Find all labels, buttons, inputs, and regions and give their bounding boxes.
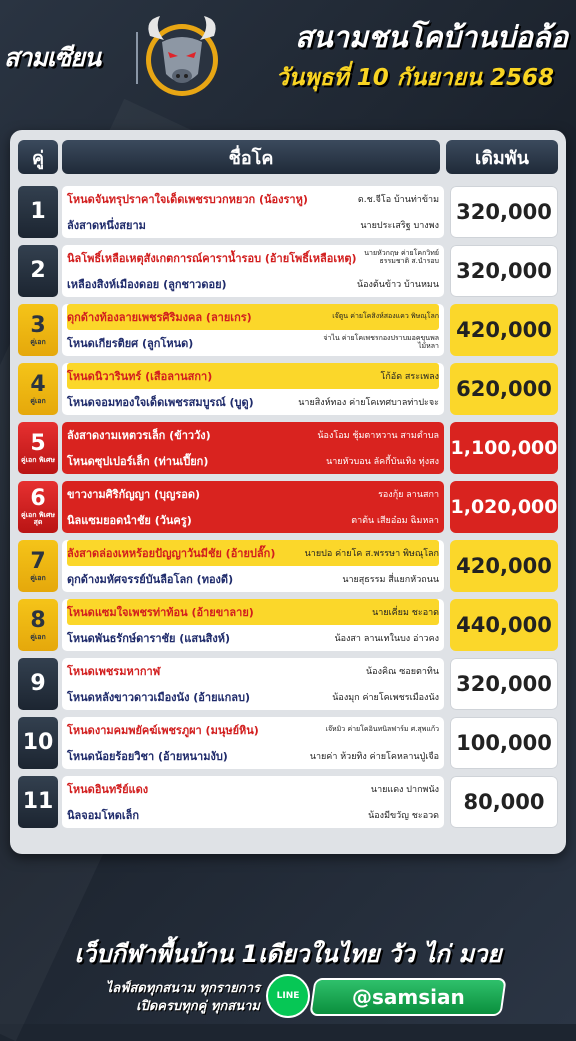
bull-a	[67, 717, 439, 743]
bull-b-name: โหนดจอมทองใจเด็ดเพชรสมบูรณ์ (บูดู)	[67, 396, 254, 409]
brand-divider	[136, 32, 138, 84]
match-names	[62, 717, 444, 769]
line-app-icon[interactable]: LINE	[266, 974, 310, 1018]
match-row	[18, 363, 558, 415]
bull-b-name: โหนดเกียรติยศ (ลูกโหนด)	[67, 337, 194, 350]
bet-amount: 100,000	[450, 717, 558, 769]
match-number-value: 5	[30, 430, 46, 456]
bull-b	[67, 566, 439, 592]
bull-b-name: ลังสาดหนึ่งสยาม	[67, 219, 146, 232]
bull-b-name: โหนดซุปเปอร์เล็ก (ท่านเปี๊ยก)	[67, 455, 209, 468]
bull-b-name: โหนดหลังขาวดาวเมืองนัง (อ้ายแกลบ)	[67, 691, 251, 704]
match-number-value: 6	[30, 486, 46, 511]
bull-b	[67, 389, 439, 415]
bull-a-name: โหนดงามคมพยัคฆ์เพชรภูผา (มนุษย์หิน)	[67, 724, 259, 737]
line-handle-text: @samsian	[351, 985, 465, 1009]
bull-b	[67, 625, 439, 651]
match-number	[18, 422, 58, 474]
brand-text: สามเซียน	[4, 43, 101, 72]
bull-a-owner: ด.ช.จีโอ บ้านท่าข้าม	[357, 195, 439, 205]
match-names	[62, 481, 444, 533]
bull-b	[67, 212, 439, 238]
bull-a-name: โหนดนิวารินทร์ (เสือลานสกา)	[67, 370, 213, 383]
bull-a-name: โหนดอินทรีย์แดง	[67, 783, 149, 796]
bet-amount: 440,000	[450, 599, 558, 651]
bull-b	[67, 743, 439, 769]
bull-b-owner: น้องต้นข้าว บ้านหมน	[356, 280, 439, 290]
bull-b	[67, 448, 439, 474]
bull-b	[67, 684, 439, 710]
bull-head-logo-icon	[142, 14, 222, 100]
bull-a-owner: นายแดง ปากพนัง	[370, 785, 439, 795]
match-number-value: 2	[30, 258, 46, 283]
bet-amount: 320,000	[450, 658, 558, 710]
match-number	[18, 245, 58, 297]
bull-b	[67, 271, 439, 297]
promo-line-1: ไลฟ์สดทุกสนาม ทุกรายการ	[105, 981, 260, 996]
bull-b	[67, 802, 439, 828]
bet-amount: 620,000	[450, 363, 558, 415]
bull-a-owner: นายหัวกฤษ ค่ายโคกวิทย์ธรรมชาติ ส.นำรอบ	[364, 249, 439, 265]
bull-b-owner: จ่าไน ค่ายโคเพชรกองปราบมอคขุนพล ไม้หลา	[323, 334, 439, 350]
match-tag: คู่เอก	[30, 396, 46, 405]
match-row	[18, 186, 558, 238]
match-row	[18, 422, 558, 474]
bull-a	[67, 245, 439, 271]
bull-b-owner: น้องสา ลานเทในบง อ่าวคง	[334, 634, 439, 644]
bull-a-name: โหนดเพชรมหากาฬ	[67, 665, 161, 678]
bull-a-name: โหนดแซมใจเพชรท่าท้อน (อ้ายขาลาย)	[67, 606, 254, 619]
bull-b-owner: นายประเสริฐ บางพง	[360, 221, 439, 231]
bull-a-owner: นายเคี่ยม ชะอาด	[372, 608, 439, 618]
bet-amount: 1,020,000	[450, 481, 558, 533]
match-number	[18, 717, 58, 769]
match-row	[18, 776, 558, 828]
match-number-value: 3	[30, 312, 46, 338]
bet-amount: 420,000	[450, 304, 558, 356]
match-number	[18, 658, 58, 710]
page-title: สนามชนโคบ้านบ่อล้อ	[295, 20, 568, 54]
bull-b-owner: นายสิงห์ทอง ค่ายโคเทศบาลท่าปะจะ	[298, 398, 439, 408]
match-number	[18, 363, 58, 415]
bull-a	[67, 422, 439, 448]
bull-a-owner: โก้อัด สระเพลง	[380, 372, 439, 382]
bull-b-name: นิลจอมโหดเล็ก	[67, 809, 140, 822]
match-number	[18, 304, 58, 356]
bull-b-owner: นายค่า ห้วยทิง ค่ายโคหลานปู่เจือ	[309, 752, 439, 762]
match-names	[62, 422, 444, 474]
match-tag: คู่เอก พิเศษสุด	[20, 511, 56, 526]
match-number	[18, 481, 58, 533]
footer-title: เว็บกีฬาพื้นบ้าน 1เดียวในไทย วัว ไก่ มวย	[74, 940, 502, 968]
match-names	[62, 776, 444, 828]
match-names	[62, 540, 444, 592]
bull-a	[67, 304, 439, 330]
match-number-value: 11	[22, 789, 54, 814]
match-board	[10, 130, 566, 854]
promo-line-2: เปิดครบทุกคู่ ทุกสนาม	[136, 999, 260, 1014]
promo-text	[70, 980, 260, 1016]
match-names	[62, 304, 444, 356]
bull-a-owner: นายปอ ค่ายโค ส.พรรษา พิษณุโลก	[304, 549, 439, 559]
match-tag: คู่เอก	[30, 337, 46, 346]
bull-a-name: นิลโพธิ์เหลือเหตุสังเกตการณ์คาราน้ำรอบ (อ้ายโพธิ์เหลือเหตุ)	[67, 252, 357, 265]
bet-amount: 320,000	[450, 186, 558, 238]
bull-b-name: นิลแซมยอดนำชัย (วันครู)	[67, 514, 192, 527]
match-names	[62, 599, 444, 651]
match-tag: คู่เอก พิเศษ	[20, 455, 56, 464]
bet-amount: 320,000	[450, 245, 558, 297]
brand-logo	[4, 38, 130, 78]
match-number-value: 10	[22, 730, 54, 755]
column-header-bet: เดิมพัน	[446, 140, 558, 174]
match-number	[18, 540, 58, 592]
match-number	[18, 599, 58, 651]
bull-b	[67, 330, 439, 356]
bet-amount: 420,000	[450, 540, 558, 592]
bet-amount: 1,100,000	[450, 422, 558, 474]
event-date: วันพุธที่ 10 กันยายน 2568	[275, 65, 554, 91]
bull-a-name: ลังสาดล่องเหหร้อยปัญญาวันมีชัย (อ้ายปลั๊ก)	[67, 547, 276, 560]
column-header-name: ชื่อโค	[62, 140, 440, 174]
match-row	[18, 717, 558, 769]
bull-b-name: ดุกด้างมหัศจรรย์บันลือโลก (ทองดี)	[67, 573, 234, 586]
bull-a	[67, 776, 439, 802]
bull-b	[67, 507, 439, 533]
match-row	[18, 304, 558, 356]
bull-b-name: เหลืองสิงห์เมืองดอย (ลูกชาวดอย)	[67, 278, 227, 291]
column-header-no: คู่	[18, 140, 58, 174]
bull-b-name: โหนดน้อยร้อยวิชา (อ้ายหนามงับ)	[67, 750, 228, 763]
bull-a-owner: น้องโอม ชุ้มตาหวาน สามตำบล	[317, 431, 439, 441]
match-row	[18, 245, 558, 297]
bull-a	[67, 599, 439, 625]
match-number-value: 7	[30, 548, 46, 574]
bull-a-owner: น้องคิณ ซอยตาทิน	[366, 667, 439, 677]
bull-a	[67, 658, 439, 684]
match-row	[18, 481, 558, 533]
bull-b-owner: นายหัวบอน ลัคกี้บันเทิง ทุ่งสง	[326, 457, 439, 467]
match-number	[18, 776, 58, 828]
match-number-value: 9	[30, 671, 46, 696]
bull-a-name: ขาวงามศิริกัญญา (บุญรอด)	[67, 488, 201, 501]
line-handle-button[interactable]	[309, 978, 506, 1016]
match-number-value: 8	[30, 607, 46, 633]
match-names	[62, 363, 444, 415]
match-row	[18, 658, 558, 710]
match-number-value: 1	[30, 199, 46, 224]
bet-amount: 80,000	[450, 776, 558, 828]
bull-a	[67, 363, 439, 389]
match-tag: คู่เอก	[30, 573, 46, 582]
bull-b-owner: น้องมีขวัญ ชะอวด	[368, 811, 439, 821]
bull-b-owner: นายสุธรรม สี่แยกหัวถนน	[342, 575, 439, 585]
bull-b-name: โหนดพันธรักษ์ดาราชัย (แสนสิงห์)	[67, 632, 230, 645]
bull-a	[67, 481, 439, 507]
match-row	[18, 540, 558, 592]
bull-b-owner: น้องมุก ค่ายโคเพชรเมืองนัง	[332, 693, 439, 703]
header	[0, 0, 576, 120]
bull-a-name: โหนดจันทรุปราคาใจเด็ดเพชรบวกหยวก (น้องราหู)	[67, 193, 308, 206]
bull-a-name: ดุกด้างท้องลายเพชรศิริมงคล (ลายเกร)	[67, 311, 252, 324]
bull-b-owner: ตาต้น เสียอ๋อม ฉิมหลา	[351, 516, 439, 526]
bull-a	[67, 540, 439, 566]
bull-a-owner: เจ๊หมิว ค่ายโคอินทนิลฟาร์ม ศ.สุพแก้ว	[325, 725, 439, 734]
match-names	[62, 658, 444, 710]
bull-a	[67, 186, 439, 212]
match-names	[62, 245, 444, 297]
match-row	[18, 599, 558, 651]
match-number-value: 4	[30, 371, 46, 397]
match-tag: คู่เอก	[30, 632, 46, 641]
bull-a-name: ลังสาดงามเหตวรเล็ก (ข้าววัง)	[67, 429, 211, 442]
match-names	[62, 186, 444, 238]
bull-a-owner: รองกุ้ย ลานสกา	[378, 490, 439, 500]
bull-a-owner: เจ๊ตูน ค่ายโคสิงห์สองแคว พิษณุโลก	[332, 312, 439, 321]
match-number	[18, 186, 58, 238]
